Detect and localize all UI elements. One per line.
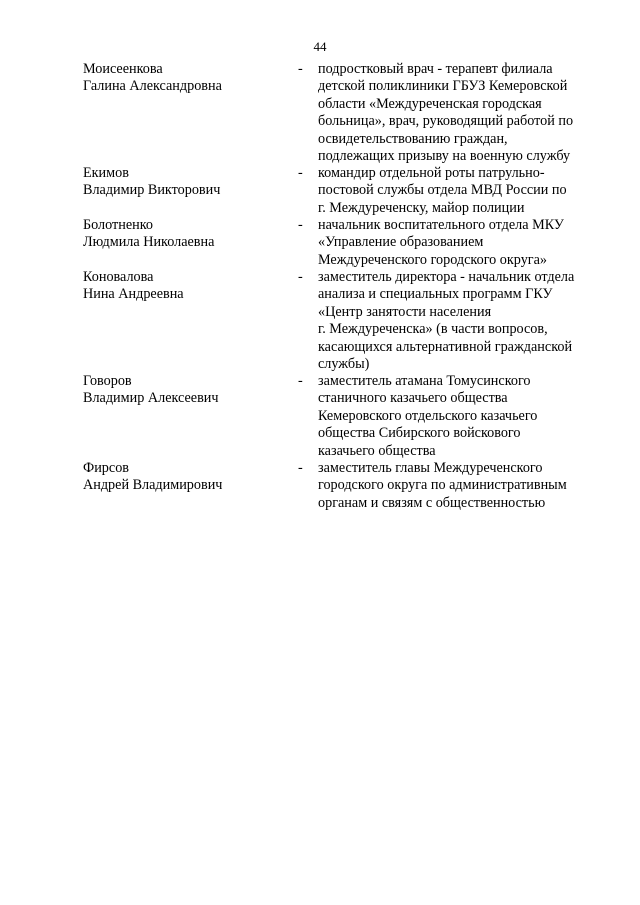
position-line: постовой службы отдела МВД России по <box>318 182 567 199</box>
dash-separator: - <box>298 373 303 389</box>
position-line: городского округа по административным <box>318 477 567 494</box>
position-line: освидетельствованию граждан, <box>318 130 508 147</box>
person-name <box>83 165 283 200</box>
position-description <box>318 269 603 373</box>
given-names: Андрей Владимирович <box>83 477 223 494</box>
position-line: «Управление образованием <box>318 234 484 251</box>
dash-separator: - <box>298 217 303 233</box>
position-description <box>318 460 603 512</box>
given-names: Владимир Алексеевич <box>83 390 219 407</box>
position-line: станичного казачьего общества <box>318 390 508 407</box>
position-line: подростковый врач - терапевт филиала <box>318 61 553 77</box>
position-line: «Центр занятости населения <box>318 303 492 320</box>
position-line: заместитель атамана Томусинского <box>318 373 531 389</box>
dash-separator: - <box>298 61 303 77</box>
position-line: общества Сибирского войскового <box>318 425 521 442</box>
list-item <box>83 460 603 512</box>
position-line: г. Междуреченска» (в части вопросов, <box>318 321 548 338</box>
page-number: 44 <box>313 39 327 54</box>
given-names: Нина Андреевна <box>83 286 184 303</box>
surname: Болотненко <box>83 217 153 233</box>
surname: Екимов <box>83 165 129 181</box>
position-line: подлежащих призыву на военную службу <box>318 148 571 165</box>
position-description <box>318 373 603 460</box>
surname: Коновалова <box>83 269 154 285</box>
surname: Говоров <box>83 373 132 389</box>
list-item <box>83 61 603 165</box>
list-item <box>83 217 603 269</box>
person-name <box>83 373 283 408</box>
dash-separator: - <box>298 269 303 285</box>
position-description <box>318 217 603 269</box>
position-line: начальник воспитательного отдела МКУ <box>318 217 564 233</box>
list-item <box>83 269 603 373</box>
list-item <box>83 165 603 217</box>
surname: Моисеенкова <box>83 61 163 77</box>
position-line: касающихся альтернативной гражданской <box>318 338 573 355</box>
position-line: Междуреченского городского округа» <box>318 251 547 268</box>
person-name <box>83 460 283 495</box>
position-line: органам и связям с общественностью <box>318 494 546 511</box>
member-list <box>83 61 603 512</box>
person-name <box>83 217 283 252</box>
dash-separator: - <box>298 460 303 476</box>
position-line: детской поликлиники ГБУЗ Кемеровской <box>318 78 568 95</box>
given-names: Владимир Викторович <box>83 182 221 199</box>
position-description <box>318 61 603 165</box>
list-item <box>83 373 603 460</box>
position-line: больница», врач, руководящий работой по <box>318 113 574 130</box>
position-line: казачьего общества <box>318 442 436 459</box>
given-names: Галина Александровна <box>83 78 222 95</box>
position-line: области «Междуреченская городская <box>318 95 542 112</box>
position-line: заместитель главы Междуреченского <box>318 460 543 476</box>
dash-separator: - <box>298 165 303 181</box>
position-line: командир отдельной роты патрульно- <box>318 165 545 181</box>
position-line: Кемеровского отдельского казачьего <box>318 407 538 424</box>
person-name <box>83 61 283 96</box>
surname: Фирсов <box>83 460 129 476</box>
position-line: анализа и специальных программ ГКУ <box>318 286 553 303</box>
given-names: Людмила Николаевна <box>83 234 215 251</box>
position-line: службы) <box>318 356 370 373</box>
position-line: г. Междуреченску, майор полиции <box>318 199 525 216</box>
person-name <box>83 269 283 304</box>
position-description <box>318 165 603 217</box>
position-line: заместитель директора - начальник отдела <box>318 269 575 285</box>
